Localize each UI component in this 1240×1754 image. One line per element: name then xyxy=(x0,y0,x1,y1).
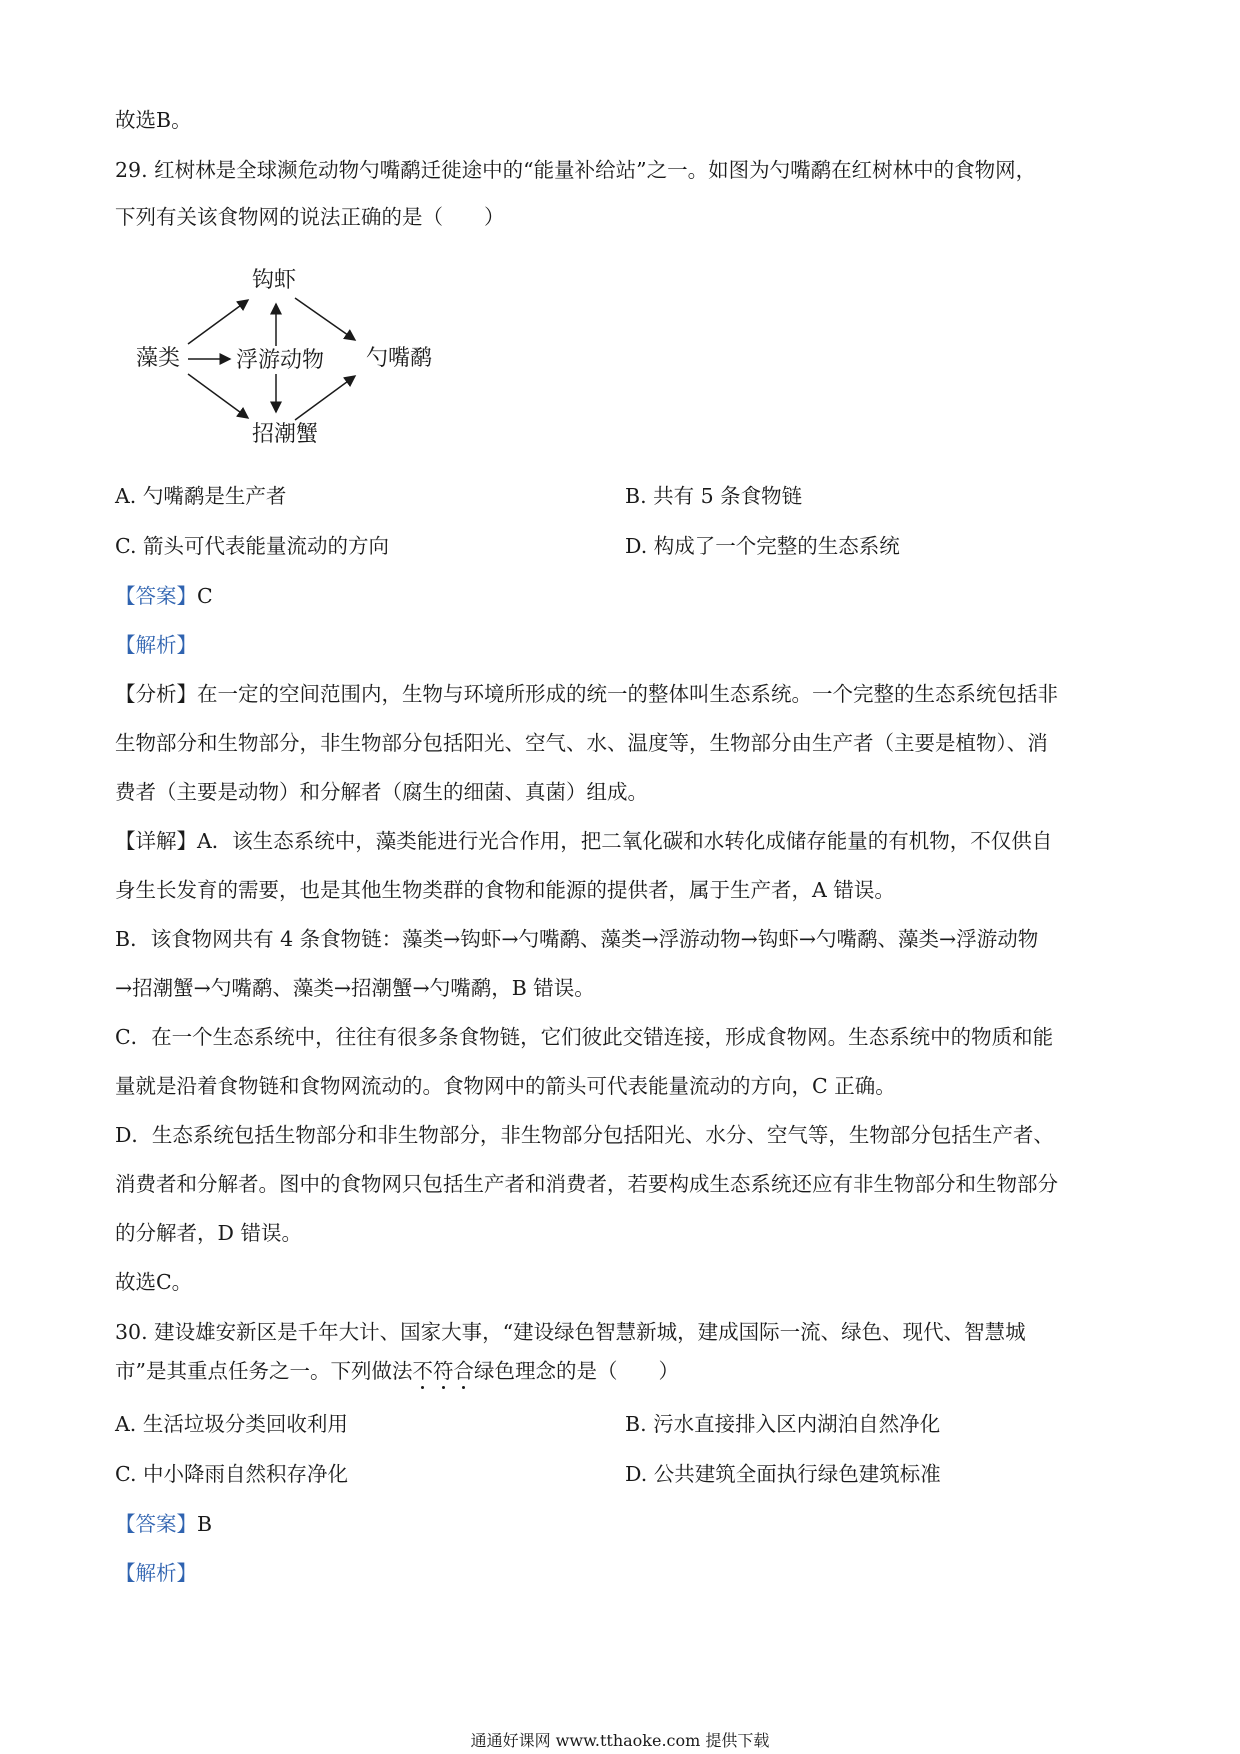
fenxi-text-1: 在一定的空间范围内，生物与环境所形成的统一的整体叫生态系统。一个完整的生态系统包括非 xyxy=(197,682,1058,706)
node-crab: 招潮蟹 xyxy=(252,422,319,447)
q30-stem-post: 绿色理念的是（ ） xyxy=(473,1359,679,1383)
question-29-stem: 29. 红树林是全球濒危动物勺嘴鹬迁徙途中的“能量补给站”之一。如图为勺嘴鹬在红树林中的食物网， xyxy=(115,158,1037,182)
answer-tag-2: 【答案】 xyxy=(115,1512,197,1536)
xiangjie-line-2: 身生长发育的需要，也是其他生物类群的食物和能源的提供者，属于生产者，A 错误。 xyxy=(115,878,895,902)
answer-value: C xyxy=(197,584,213,608)
answer-value-2: B xyxy=(197,1512,213,1536)
footer-watermark: 通通好课网 www.tthaoke.com 提供下载 xyxy=(470,1731,770,1750)
q30-option-b: B. 污水直接排入区内湖泊自然净化 xyxy=(625,1412,941,1436)
fenxi-tag: 【分析】 xyxy=(115,682,197,706)
arrow-algae-shrimp xyxy=(188,300,248,344)
emphasis-char-2: 符 xyxy=(432,1359,454,1383)
xiangjie-line-6: 量就是沿着食物链和食物网流动的。食物网中的箭头可代表能量流动的方向，C 正确。 xyxy=(115,1074,896,1098)
node-sandpiper: 勺嘴鹬 xyxy=(366,346,433,371)
q29-option-c: C. 箭头可代表能量流动的方向 xyxy=(115,534,389,558)
xiangjie-line-1 xyxy=(115,827,1052,855)
q30-option-a: A. 生活垃圾分类回收利用 xyxy=(115,1412,348,1436)
node-shrimp: 钩虾 xyxy=(252,268,297,293)
conclusion-line: 故选B。 xyxy=(115,108,192,132)
fenxi-line-1 xyxy=(115,680,1058,708)
xiangjie-line-5: C．在一个生态系统中，往往有很多条食物链，它们彼此交错连接，形成食物网。生态系统中的物质和能 xyxy=(115,1025,1054,1049)
xiangjie-line-9: 的分解者，D 错误。 xyxy=(115,1221,302,1245)
node-zooplankton: 浮游动物 xyxy=(236,348,325,373)
arrow-crab-sandpiper xyxy=(295,376,355,420)
xiangjie-line-4: →招潮蟹→勺嘴鹬、藻类→招潮蟹→勺嘴鹬，B 错误。 xyxy=(115,976,595,1000)
answer-tag: 【答案】 xyxy=(115,584,197,608)
q30-option-c: C. 中小降雨自然积存净化 xyxy=(115,1462,348,1486)
q30-stem-pre: 市”是其重点任务之一。下列做法 xyxy=(115,1359,413,1383)
question-29-stem-cont: 下列有关该食物网的说法正确的是（ ） xyxy=(115,205,505,229)
fenxi-line-2: 生物部分和生物部分，非生物部分包括阳光、空气、水、温度等，生物部分由生产者（主要是植物）、消 xyxy=(115,731,1048,755)
fenxi-line-3: 费者（主要是动物）和分解者（腐生的细菌、真菌）组成。 xyxy=(115,780,648,804)
question-30-stem-cont xyxy=(115,1357,679,1385)
q29-option-d: D. 构成了一个完整的生态系统 xyxy=(625,534,900,558)
answer-29 xyxy=(115,582,213,610)
emphasis-char-3: 合 xyxy=(453,1359,474,1383)
xiangjie-tag: 【详解】 xyxy=(115,829,197,853)
arrow-algae-crab xyxy=(188,374,248,418)
analysis-tag-30: 【解析】 xyxy=(115,1561,197,1585)
q29-option-a: A. 勺嘴鹬是生产者 xyxy=(115,484,287,508)
food-web-diagram xyxy=(130,262,460,452)
node-algae: 藻类 xyxy=(136,346,181,371)
xiangjie-line-8: 消费者和分解者。图中的食物网只包括生产者和消费者，若要构成生态系统还应有非生物部分和生物部分 xyxy=(115,1172,1058,1196)
xiangjie-line-3: B．该食物网共有 4 条食物链：藻类→钩虾→勺嘴鹬、藻类→浮游动物→钩虾→勺嘴鹬、藻类→浮游动物 xyxy=(115,927,1039,951)
xiangjie-line-7: D．生态系统包括生物部分和非生物部分，非生物部分包括阳光、水分、空气等，生物部分包括生产者、 xyxy=(115,1123,1054,1147)
analysis-tag-29: 【解析】 xyxy=(115,633,197,657)
xiangjie-text-1: A．该生态系统中，藻类能进行光合作用，把二氧化碳和水转化成储存能量的有机物，不仅供自 xyxy=(197,829,1053,853)
conclusion-line-2: 故选C。 xyxy=(115,1270,193,1294)
arrow-shrimp-sandpiper xyxy=(295,298,355,340)
answer-30 xyxy=(115,1510,212,1538)
emphasis-char-1: 不 xyxy=(412,1359,433,1383)
q29-option-b: B. 共有 5 条食物链 xyxy=(625,484,803,508)
q30-option-d: D. 公共建筑全面执行绿色建筑标准 xyxy=(625,1462,941,1486)
question-30-stem: 30. 建设雄安新区是千年大计、国家大事，“建设绿色智慧新城，建成国际一流、绿色、现代、智慧城 xyxy=(115,1320,1026,1344)
